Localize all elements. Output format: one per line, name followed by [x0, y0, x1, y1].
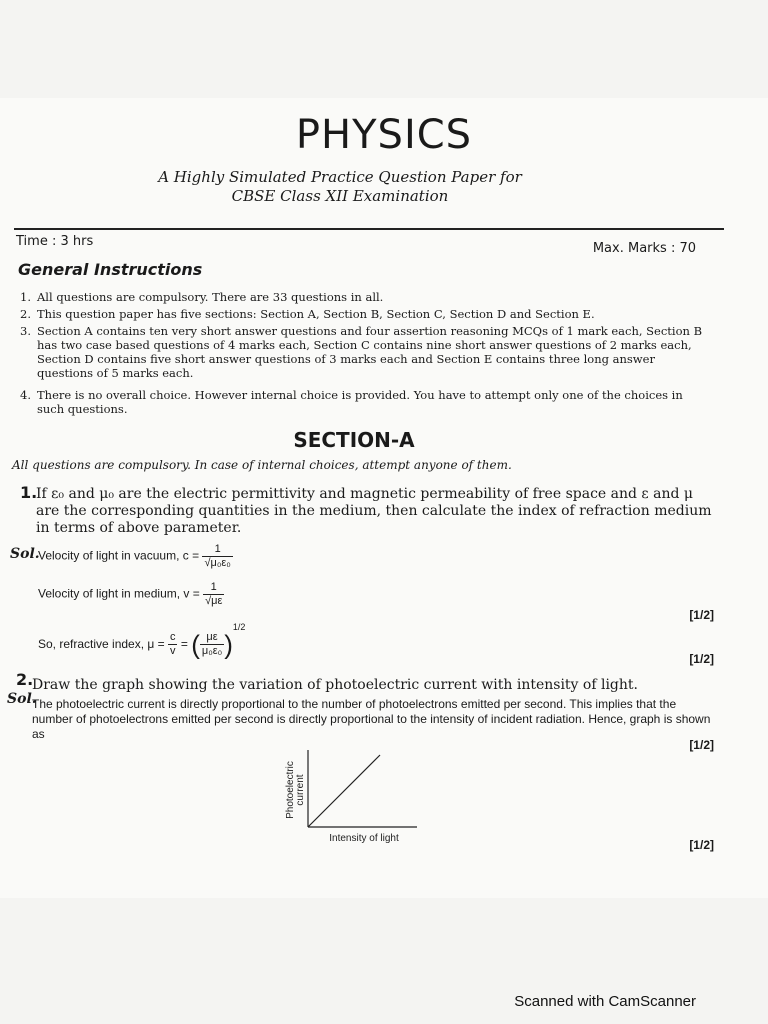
solution-text: The photoelectric current is directly proportional to the number of photoelectrons emitted per second. This implies that the number of photoelectrons emitted per second is directly proportional to the intensity of incident radiation. Hence, graph is shown as	[32, 697, 711, 741]
instructions-heading: General Instructions	[18, 260, 203, 279]
solution-text: So, refractive index, μ =	[38, 637, 165, 651]
y-axis-label-line1: Photoelectric	[285, 761, 296, 819]
photoelectric-graph	[275, 745, 455, 845]
time-label: Time : 3 hrs	[16, 234, 94, 249]
instruction-item	[20, 307, 720, 321]
y-axis-label-line2: current	[295, 774, 306, 806]
question-text: Draw the graph showing the variation of photoelectric current with intensity of light.	[32, 677, 638, 693]
denominator: √με	[205, 595, 223, 607]
solution-line-vacuum	[38, 543, 233, 570]
question-text: If ε₀ and μ₀ are the electric permittivity and magnetic permeability of free space and ε and μ are the corresponding quantities in the medium, then calculate the index of refraction medium in terms of above parameter.	[36, 486, 712, 536]
mark-label: [1/2]	[689, 652, 714, 666]
instruction-text: Section A contains ten very short answer questions and four assertion reasoning MCQs of 1 mark each, Section B has two case based questions of 4 marks each, Section C contains nine short answer questions of 2 marks each, Section D contains five short answer questions of 3 marks each and Section E contains three long answer questions of 5 marks each.	[37, 324, 703, 380]
solution-text: Velocity of light in medium, v =	[38, 586, 200, 601]
numerator: με	[200, 631, 224, 645]
instruction-number: 1.	[20, 290, 31, 304]
question-number: 2.	[16, 670, 34, 689]
denominator: μ₀ε₀	[201, 645, 223, 658]
current-vs-intensity-line	[308, 755, 380, 827]
solution-label: Sol.	[7, 691, 37, 707]
header-divider	[14, 228, 724, 230]
instruction-text: All questions are compulsory. There are 33 questions in all.	[37, 290, 384, 304]
paren-close: )	[224, 629, 233, 660]
solution-text: Velocity of light in vacuum, c =	[38, 548, 200, 563]
equals-sign: =	[180, 637, 188, 651]
instruction-text: This question paper has five sections: Section A, Section B, Section C, Section D and Section E.	[37, 307, 595, 321]
instruction-item	[20, 388, 720, 416]
fraction	[203, 581, 224, 608]
numerator: c	[169, 631, 176, 644]
numerator: 1	[202, 543, 232, 557]
instruction-number: 2.	[20, 307, 31, 321]
solution-label: Sol.	[10, 546, 40, 562]
mark-label: [1/2]	[689, 608, 714, 622]
section-heading: SECTION-A	[293, 428, 415, 452]
x-axis-label: Intensity of light	[329, 833, 399, 844]
fraction	[202, 543, 232, 570]
max-marks-label: Max. Marks : 70	[592, 241, 696, 256]
solution-line-refractive	[38, 622, 245, 660]
denominator: √μ₀ε₀	[204, 557, 231, 569]
exponent: 1/2	[232, 622, 246, 632]
denominator: v	[169, 645, 176, 658]
scanner-watermark: Scanned with CamScanner	[514, 993, 696, 1010]
question-number: 1.	[20, 483, 38, 502]
mark-label: [1/2]	[689, 838, 714, 852]
instruction-number: 4.	[20, 388, 31, 402]
numerator: 1	[203, 581, 224, 595]
page-title: PHYSICS	[295, 112, 473, 158]
mark-label: [1/2]	[689, 738, 714, 752]
solution-line-medium	[38, 581, 224, 608]
instruction-item	[20, 290, 720, 304]
instruction-number: 3.	[20, 324, 31, 338]
section-note: All questions are compulsory. In case of internal choices, attempt anyone of them.	[12, 458, 512, 472]
subtitle-line-1: A Highly Simulated Practice Question Paper for	[158, 168, 522, 186]
instruction-text: There is no overall choice. However internal choice is provided. You have to attempt only one of the choices in such questions.	[37, 388, 683, 416]
fraction	[168, 631, 178, 658]
paren-open: (	[191, 629, 200, 660]
subtitle-line-2: CBSE Class XII Examination	[231, 187, 449, 205]
fraction	[200, 631, 224, 658]
instruction-item	[20, 324, 720, 380]
